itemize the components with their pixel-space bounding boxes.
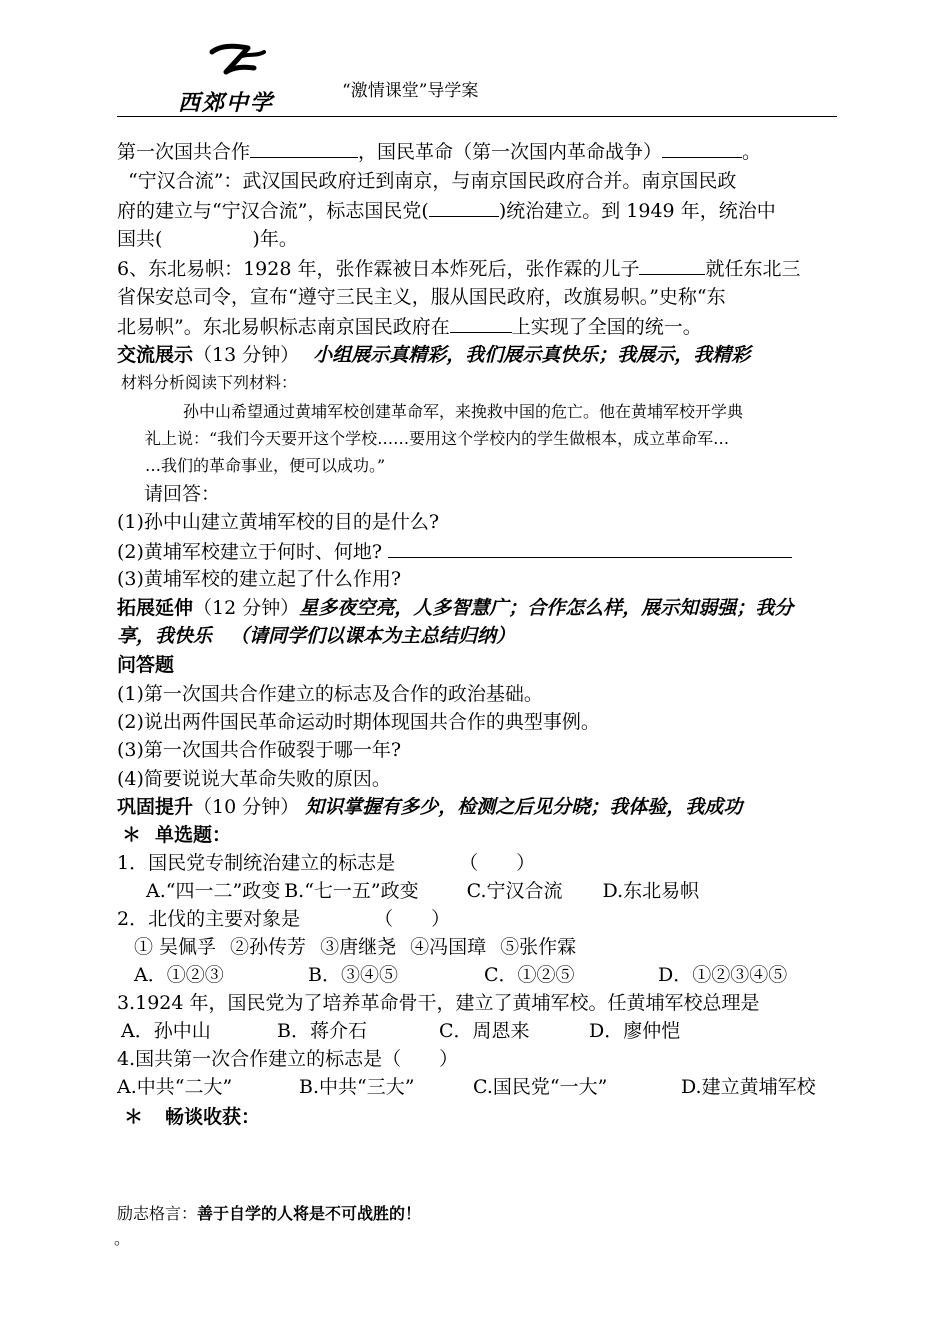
option-d[interactable]: D．廖仲恺 [589,1020,681,1042]
answer-paren[interactable]: （ ） [374,908,451,930]
end-mark: 。 [114,1229,131,1248]
motto-label: 励志格言： [117,1204,198,1223]
person-item: ③唐继尧 [320,936,397,958]
question: (3)第一次国共合作破裂于哪一年? [117,739,402,761]
fill-blank[interactable] [639,254,705,275]
mc-options [134,961,787,989]
section-time: （13 分钟） [193,344,300,366]
fill-blank[interactable] [450,312,512,333]
option-a[interactable]: A.“四一二”政变 [146,880,281,902]
person-item: ④冯国璋 [410,936,487,958]
section-slogan: 享，我快乐 [117,625,213,647]
mc-question-2 [117,905,450,933]
question-text: 4.国共第一次合作建立的标志是 [117,1048,383,1070]
option-b[interactable]: B.中共“三大” [299,1076,415,1098]
section-note: （请同学们以课本为主总结归纳） [230,625,516,647]
fill-blank[interactable] [429,196,499,217]
motto [117,1200,421,1228]
option-b[interactable]: B．蒋介石 [277,1020,367,1042]
star-icon: ＊ [122,824,142,846]
mc-heading [122,821,231,849]
text-segment: 府的建立与“宁汉合流”，标志国民党( [117,200,429,222]
text-segment: )年。 [252,228,298,250]
text-line: “宁汉合流”：武汉国民政府迁到南京，与南京国民政府合并。南京国民政 [128,170,737,192]
mc-question-4 [117,1045,458,1073]
mc-options [121,1017,680,1045]
option-a[interactable]: A．孙中山 [121,1020,211,1042]
text-line [117,225,298,253]
text-line [117,312,702,341]
option-d[interactable]: D．①②③④⑤ [658,964,788,986]
option-b[interactable]: B．③④⑤ [308,964,398,986]
harvest-answer-area[interactable] [117,1136,837,1192]
star-icon: ＊ [124,1106,144,1128]
school-name: 西郊中学 [178,90,275,116]
question: (1)孙中山建立黄埔军校的目的是什么? [117,511,440,533]
school-logo-icon [208,42,268,82]
person-item: ②孙传芳 [230,936,307,958]
harvest-heading [124,1103,260,1131]
section-slogan: 星多夜空亮，人多智慧广；合作怎么样，展示知弱强；我分 [299,597,794,619]
option-c[interactable]: C．①②⑤ [484,964,575,986]
option-d[interactable]: D.东北易帜 [602,880,700,902]
section-consolidate-heading [117,793,742,821]
option-c[interactable]: C.国民党“一大” [473,1076,608,1098]
option-c[interactable]: C．周恩来 [439,1020,530,1042]
option-c[interactable]: C.宁汉合流 [466,880,563,902]
section-slogan: 小组展示真精彩，我们展示真快乐；我展示，我精彩 [313,344,751,366]
section-time: （10 分钟） [193,796,300,818]
fill-blank[interactable] [250,137,358,158]
mc-question-1 [117,849,535,877]
section-title: 巩固提升 [117,796,194,818]
question: (1)第一次国共合作建立的标志及合作的政治基础。 [117,683,543,705]
answer-paren[interactable]: （ ） [459,852,536,874]
question: (4)简要说说大革命失败的原因。 [117,768,391,790]
text-segment: 上实现了全国的统一。 [511,316,702,338]
page-header [170,42,838,118]
mc-question-3: 3.1924 年，国民党为了培养革命骨干，建立了黄埔军校。任黄埔军校总理是 [117,992,760,1014]
material-text: …我们的革命事业，便可以成功。” [145,456,386,475]
section-extension-heading [117,594,793,622]
material-text: 礼上说：“我们今天要开这个学校……要用这个学校内的学生做根本，成立革命军… [145,429,730,448]
person-list [134,933,576,961]
text-segment: 北易帜”。东北易帜标志南京国民政府在 [117,316,450,338]
option-a[interactable]: A.中共“二大” [117,1076,233,1098]
text-segment: 国共( [117,228,163,250]
question [117,537,792,566]
mc-title: 单选题： [155,824,232,846]
option-d[interactable]: D.建立黄埔军校 [681,1076,816,1098]
option-a[interactable]: A．①②③ [134,964,224,986]
text-segment: )统治建立。到 1949 年，统治中 [498,200,776,222]
header-divider [117,116,837,117]
question: (3)黄埔军校的建立起了什么作用? [117,568,402,590]
person-item: ① 吴佩孚 [134,936,217,958]
section-extension-subline [117,622,515,650]
text-segment: 。 [742,141,762,163]
harvest-title: 畅谈收获： [165,1106,261,1128]
text-line [117,137,761,166]
section-title: 拓展延伸 [117,597,194,619]
section-slogan: 知识掌握有多少，检测之后见分晓；我体验，我成功 [305,796,743,818]
mc-options [117,1073,816,1101]
material-intro: 材料分析阅读下列材料： [121,373,298,392]
question-text: (2)黄埔军校建立于何时、何地? [117,541,383,563]
section-exchange-heading [117,341,750,369]
text-line [117,196,776,225]
text-line: 省保安总司令，宣布“遵守三民主义，服从国民政府，改旗易帜。”史称“东 [117,286,726,308]
text-segment: ，国民革命（第一次国内革命战争） [358,141,663,163]
text-line [117,254,801,283]
question-text: 2．北伐的主要对象是 [117,908,301,930]
question: (2)说出两件国民革命运动时期体现国共合作的典型事例。 [117,711,600,733]
fill-blank[interactable] [662,137,742,158]
person-item: ⑤张作霖 [500,936,577,958]
option-b[interactable]: B.“七一五”政变 [284,880,419,902]
text-segment: 就任东北三 [705,258,801,280]
material-text: 孙中山希望通过黄埔军校创建革命军，来挽救中国的危亡。他在黄埔军校开学典 [183,402,744,421]
answer-prompt: 请回答： [144,483,221,505]
qa-heading: 问答题 [117,654,175,676]
section-time: （12 分钟） [193,597,300,619]
page-title: “激情课堂”导学案 [342,81,479,101]
mc-options [146,877,699,905]
text-segment: 6、东北易帜：1928 年，张作霖被日本炸死后，张作霖的儿子 [117,258,640,280]
question-text: 1．国民党专制统治建立的标志是 [117,852,396,874]
section-title: 交流展示 [117,344,194,366]
answer-paren[interactable]: （ ） [382,1048,459,1070]
motto-text: 善于自学的人将是不可战胜的！ [197,1204,422,1223]
text-segment: 第一次国共合作 [117,141,251,163]
answer-line[interactable] [388,537,792,558]
